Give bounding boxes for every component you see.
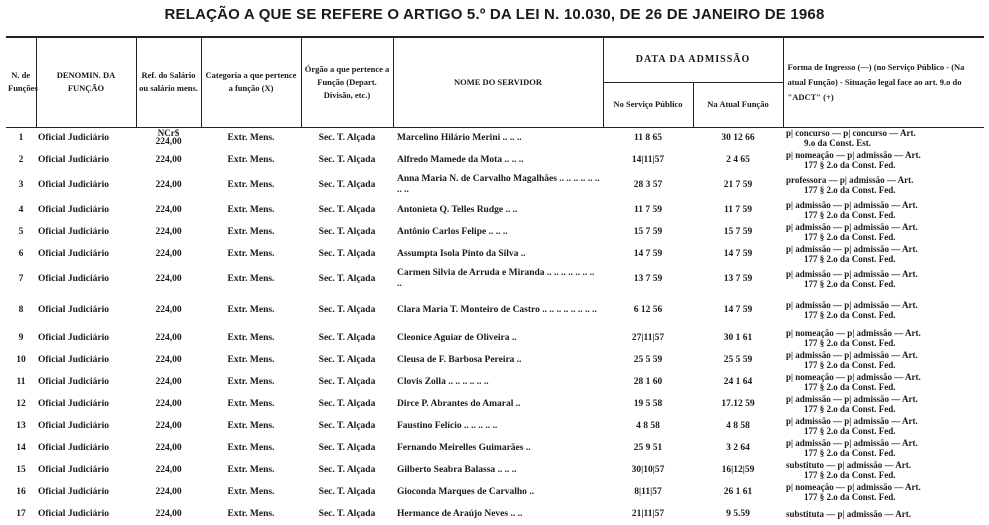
- servant-name: Cleonice Aguiar de Oliveira ..: [397, 332, 517, 343]
- row-number: 4: [18, 205, 24, 215]
- entry-form: [783, 459, 984, 481]
- entry-form-legal: 177 § 2.o da Const. Fed.: [804, 382, 896, 392]
- row-number: 17: [16, 509, 26, 519]
- organ: Sec. T. Alçada: [318, 274, 376, 284]
- organ: Sec. T. Alçada: [318, 443, 376, 453]
- entry-form-line: p| admissão — p| admissão — Art.: [786, 300, 918, 310]
- servant-name: Alfredo Mamede da Mota .. .. ..: [397, 154, 524, 165]
- salary-ref: 224,00: [155, 249, 182, 259]
- row-number: 12: [16, 399, 26, 409]
- table-body: [6, 127, 984, 525]
- entry-form-line: p| nomeação — p| admissão — Art.: [786, 372, 921, 382]
- entry-form-line: p| concurso — p| concurso — Art.: [786, 128, 916, 139]
- date-public-service: 21|11|57: [631, 509, 665, 519]
- organ: Sec. T. Alçada: [318, 509, 376, 519]
- date-current-function: 9 5.59: [726, 509, 750, 519]
- date-public-service: 15 7 59: [633, 227, 663, 237]
- entry-form-line: p| nomeação — p| admissão — Art.: [786, 328, 921, 338]
- entry-form-line: p| admissão — p| admissão — Art.: [786, 269, 918, 279]
- entry-form-line: p| admissão — p| admissão — Art.: [786, 394, 918, 404]
- row-number: 7: [18, 274, 24, 284]
- header-admission-date: DATA DA ADMISSÃO: [603, 37, 783, 82]
- organ: Sec. T. Alçada: [318, 421, 376, 431]
- header-ref-salary: Ref. do Salário ou salário mens.: [136, 37, 201, 127]
- entry-form: [783, 243, 984, 265]
- salary-ref: 224,00: [155, 205, 182, 215]
- function-name: Oficial Judiciário: [38, 465, 109, 475]
- category: Extr. Mens.: [227, 333, 275, 343]
- entry-form: [783, 481, 984, 503]
- entry-form-legal: 177 § 2.o da Const. Fed.: [804, 404, 896, 414]
- entry-form-legal: 177 § 2.o da Const. Fed.: [804, 232, 896, 242]
- category: Extr. Mens.: [227, 443, 275, 453]
- date-current-function: 2 4 65: [726, 155, 750, 165]
- category: Extr. Mens.: [227, 465, 275, 475]
- servant-name: Anna Maria N. de Carvalho Magalhães .. .. .. .. .. .. .. ..: [397, 174, 600, 195]
- date-current-function: 14 7 59: [723, 305, 753, 315]
- servants-table-container: [6, 36, 984, 525]
- entry-form-legal: 177 § 2.o da Const. Fed.: [804, 492, 896, 502]
- date-public-service: 28 1 60: [633, 377, 663, 387]
- entry-form: [783, 171, 984, 199]
- date-public-service: 30|10|57: [631, 465, 665, 475]
- servant-name: Marcelino Hilário Merini .. .. ..: [397, 132, 522, 143]
- entry-form-legal: 177 § 2.o da Const. Fed.: [804, 338, 896, 348]
- date-current-function: 17.12 59: [721, 399, 755, 409]
- function-name: Oficial Judiciário: [38, 333, 109, 343]
- category: Extr. Mens.: [227, 355, 275, 365]
- function-name: Oficial Judiciário: [38, 155, 109, 165]
- date-public-service: 8|11|57: [634, 487, 662, 497]
- row-number: 1: [18, 133, 24, 144]
- date-current-function: 11 7 59: [724, 205, 752, 215]
- servant-name: Hermance de Araújo Neves .. ..: [397, 508, 523, 519]
- salary-ref: [136, 127, 201, 149]
- entry-form-legal: 177 § 2.o da Const. Fed.: [804, 426, 896, 436]
- date-public-service: 14|11|57: [631, 155, 665, 165]
- date-public-service: 19 5 58: [633, 399, 663, 409]
- organ: Sec. T. Alçada: [318, 399, 376, 409]
- servant-name: Antonieta Q. Telles Rudge .. ..: [397, 204, 518, 215]
- date-public-service: 25 9 51: [633, 443, 663, 453]
- servant-name: Carmen Silvia de Arruda e Miranda .. .. .. .. .. .. .. ..: [397, 268, 595, 289]
- entry-form-legal: 177 § 2.o da Const. Fed.: [804, 254, 896, 264]
- table-row: [6, 327, 984, 349]
- category: Extr. Mens.: [227, 133, 275, 144]
- function-name: Oficial Judiciário: [38, 421, 109, 431]
- entry-form-line: p| admissão — p| admissão — Art.: [786, 244, 918, 254]
- row-number: 11: [16, 377, 26, 387]
- row-number: 9: [18, 333, 24, 343]
- document-title: RELAÇÃO A QUE SE REFERE O ARTIGO 5.º DA LEI N. 10.030, DE 26 DE JANEIRO DE 1968: [164, 6, 825, 23]
- function-name: Oficial Judiciário: [38, 180, 109, 190]
- date-current-function: 14 7 59: [723, 249, 753, 259]
- organ: Sec. T. Alçada: [318, 355, 376, 365]
- entry-form-line: p| admissão — p| admissão — Art.: [786, 350, 918, 360]
- row-number: 8: [18, 305, 24, 315]
- function-name: Oficial Judiciário: [38, 509, 109, 519]
- date-current-function: 13 7 59: [723, 274, 753, 284]
- entry-form-legal: 177 § 2.o da Const. Fed.: [804, 360, 896, 370]
- salary-ref: 224,00: [155, 333, 182, 343]
- header-denomination: DENOMIN. DA FUNÇÃO: [36, 37, 136, 127]
- entry-form-legal: 9.o da Const. Est.: [804, 138, 872, 149]
- entry-form: [783, 221, 984, 243]
- entry-form-legal: 177 § 2.o da Const. Fed.: [804, 160, 896, 170]
- salary-ref: 224,00: [155, 399, 182, 409]
- category: Extr. Mens.: [227, 377, 275, 387]
- table-row: [6, 349, 984, 371]
- function-name: Oficial Judiciário: [38, 377, 109, 387]
- salary-ref: 224,00: [155, 465, 182, 475]
- category: Extr. Mens.: [227, 274, 275, 284]
- organ: Sec. T. Alçada: [318, 249, 376, 259]
- entry-form-legal: 177 § 2.o da Const. Fed.: [804, 185, 896, 195]
- table-row: [6, 459, 984, 481]
- date-current-function: 24 1 64: [723, 377, 753, 387]
- entry-form: [783, 415, 984, 437]
- date-public-service: 14 7 59: [633, 249, 663, 259]
- organ: Sec. T. Alçada: [318, 180, 376, 190]
- organ: Sec. T. Alçada: [318, 465, 376, 475]
- category: Extr. Mens.: [227, 155, 275, 165]
- entry-form: [783, 437, 984, 459]
- entry-form-line: p| nomeação — p| admissão — Art.: [786, 150, 921, 160]
- entry-form-legal: 177 § 2.o da Const. Fed.: [804, 470, 896, 480]
- function-name: Oficial Judiciário: [38, 249, 109, 259]
- entry-form-legal: 177 § 2.o da Const. Fed.: [804, 310, 896, 320]
- category: Extr. Mens.: [227, 509, 275, 519]
- table-row: [6, 415, 984, 437]
- category: Extr. Mens.: [227, 180, 275, 190]
- date-current-function: 15 7 59: [723, 227, 753, 237]
- row-number: 16: [16, 487, 26, 497]
- header-servant-name: NOME DO SERVIDOR: [393, 37, 603, 127]
- table-row: [6, 265, 984, 293]
- entry-form-line: p| nomeação — p| admissão — Art.: [786, 482, 921, 492]
- servant-name: Dirce P. Abrantes do Amaral ..: [397, 398, 521, 409]
- entry-form-legal: 177 § 2.o da Const. Fed.: [804, 210, 896, 220]
- category: Extr. Mens.: [227, 399, 275, 409]
- entry-form-line: substituto — p| admissão — Art.: [786, 460, 912, 470]
- function-name: Oficial Judiciário: [38, 487, 109, 497]
- salary-ref: 224,00: [155, 355, 182, 365]
- servant-name: Gioconda Marques de Carvalho ..: [397, 486, 535, 497]
- entry-form-line: p| admissão — p| admissão — Art.: [786, 200, 918, 210]
- date-public-service: 27|11|57: [631, 333, 665, 343]
- entry-form-line: p| admissão — p| admissão — Art.: [786, 416, 918, 426]
- category: Extr. Mens.: [227, 487, 275, 497]
- date-public-service: 6 12 56: [633, 305, 663, 315]
- table-row: [6, 243, 984, 265]
- header-entry-form: Forma de Ingresso (—) (no Serviço Público - (Na atual Função) - Situação legal face ao art. 9.o do "ADCT" (+): [783, 37, 984, 127]
- currency-label: NCr$: [157, 128, 180, 139]
- header-public-service: No Serviço Público: [603, 82, 693, 127]
- entry-form-line: p| admissão — p| admissão — Art.: [786, 222, 918, 232]
- servant-name: Fernando Meirelles Guimarães ..: [397, 442, 531, 453]
- row-number: 15: [16, 465, 26, 475]
- entry-form: [783, 393, 984, 415]
- row-number: 2: [18, 155, 24, 165]
- entry-form: [783, 327, 984, 349]
- date-current-function: 30 1 61: [723, 333, 753, 343]
- entry-form: [783, 265, 984, 293]
- date-current-function: 3 2 64: [726, 443, 750, 453]
- servant-name: Clara Maria T. Monteiro de Castro .. .. .. .. .. .. .. ..: [397, 304, 597, 315]
- salary-ref: 224,00: [155, 377, 182, 387]
- date-current-function: 21 7 59: [723, 180, 753, 190]
- servant-name: Cleusa de F. Barbosa Pereira ..: [397, 354, 522, 365]
- row-number: 6: [18, 249, 24, 259]
- category: Extr. Mens.: [227, 421, 275, 431]
- salary-ref: 224,00: [155, 305, 182, 315]
- entry-form-line: p| admissão — p| admissão — Art.: [786, 438, 918, 448]
- salary-ref: 224,00: [155, 274, 182, 284]
- servant-name: Clovis Zolla .. .. .. .. .. ..: [397, 376, 489, 387]
- entry-form: [783, 199, 984, 221]
- date-current-function: 16|12|59: [721, 465, 755, 475]
- function-name: Oficial Judiciário: [38, 133, 109, 144]
- salary-ref: 224,00: [155, 421, 182, 431]
- salary-ref: 224,00: [155, 509, 182, 519]
- table-row: [6, 199, 984, 221]
- entry-form: [783, 127, 984, 149]
- category: Extr. Mens.: [227, 249, 275, 259]
- salary-ref: 224,00: [155, 227, 182, 237]
- table-row: [6, 371, 984, 393]
- entry-form-legal: 177 § 2.o da Const. Fed.: [804, 448, 896, 458]
- date-public-service: 4 8 58: [636, 421, 660, 431]
- date-public-service: 13 7 59: [633, 274, 663, 284]
- table-row: [6, 221, 984, 243]
- function-name: Oficial Judiciário: [38, 399, 109, 409]
- function-name: Oficial Judiciário: [38, 205, 109, 215]
- header-num: N. de Funções: [6, 37, 36, 127]
- organ: Sec. T. Alçada: [318, 305, 376, 315]
- organ: Sec. T. Alçada: [318, 333, 376, 343]
- date-current-function: 25 5 59: [723, 355, 753, 365]
- header-organ: Órgão a que pertence a Função (Depart. Divisão, etc.): [301, 37, 393, 127]
- table-row: [6, 149, 984, 171]
- salary-ref: 224,00: [155, 155, 182, 165]
- header-category: Categoria a que pertence a função (X): [201, 37, 301, 127]
- organ: Sec. T. Alçada: [318, 155, 376, 165]
- organ: Sec. T. Alçada: [318, 377, 376, 387]
- entry-form: [783, 371, 984, 393]
- date-public-service: 25 5 59: [633, 355, 663, 365]
- header-current-function: Na Atual Função: [693, 82, 783, 127]
- table-row: [6, 127, 984, 149]
- salary-ref: 224,00: [155, 443, 182, 453]
- servant-name: Faustino Felício .. .. .. .. ..: [397, 420, 498, 431]
- servant-name: Gilberto Seabra Balassa .. .. ..: [397, 464, 517, 475]
- date-public-service: 11 8 65: [634, 133, 662, 144]
- function-name: Oficial Judiciário: [38, 305, 109, 315]
- organ: Sec. T. Alçada: [318, 227, 376, 237]
- salary-ref: 224,00: [155, 487, 182, 497]
- salary-value: 224,00: [155, 137, 182, 148]
- table-row: [6, 171, 984, 199]
- category: Extr. Mens.: [227, 227, 275, 237]
- entry-form-line: professora — p| admissão — Art.: [786, 175, 914, 185]
- servant-name: Antônio Carlos Felipe .. .. ..: [397, 226, 508, 237]
- row-number: 14: [16, 443, 26, 453]
- entry-form: [783, 293, 984, 327]
- table-row: [6, 437, 984, 459]
- organ: Sec. T. Alçada: [318, 133, 376, 144]
- date-current-function: 4 8 58: [726, 421, 750, 431]
- date-current-function: 26 1 61: [723, 487, 753, 497]
- row-number: 13: [16, 421, 26, 431]
- entry-form-line: substituta — p| admissão — Art.: [786, 509, 912, 519]
- function-name: Oficial Judiciário: [38, 227, 109, 237]
- table-row: [6, 393, 984, 415]
- table-row: [6, 481, 984, 503]
- function-name: Oficial Judiciário: [38, 443, 109, 453]
- servants-table: [6, 36, 984, 525]
- row-number: 3: [18, 180, 24, 190]
- organ: Sec. T. Alçada: [318, 205, 376, 215]
- salary-ref: 224,00: [155, 180, 182, 190]
- date-public-service: 28 3 57: [633, 180, 663, 190]
- table-header: [6, 37, 984, 127]
- date-current-function: 30 12 66: [721, 133, 755, 144]
- date-public-service: 11 7 59: [634, 205, 662, 215]
- organ: Sec. T. Alçada: [318, 487, 376, 497]
- row-number: 5: [18, 227, 24, 237]
- row-number: 10: [16, 355, 26, 365]
- function-name: Oficial Judiciário: [38, 274, 109, 284]
- servant-name: Assumpta Isola Pinto da Silva ..: [397, 248, 526, 259]
- table-row: [6, 293, 984, 327]
- category: Extr. Mens.: [227, 205, 275, 215]
- entry-form-legal: 177 § 2.o da Const. Fed.: [804, 279, 896, 289]
- entry-form: [783, 149, 984, 171]
- category: Extr. Mens.: [227, 305, 275, 315]
- function-name: Oficial Judiciário: [38, 355, 109, 365]
- entry-form: [783, 349, 984, 371]
